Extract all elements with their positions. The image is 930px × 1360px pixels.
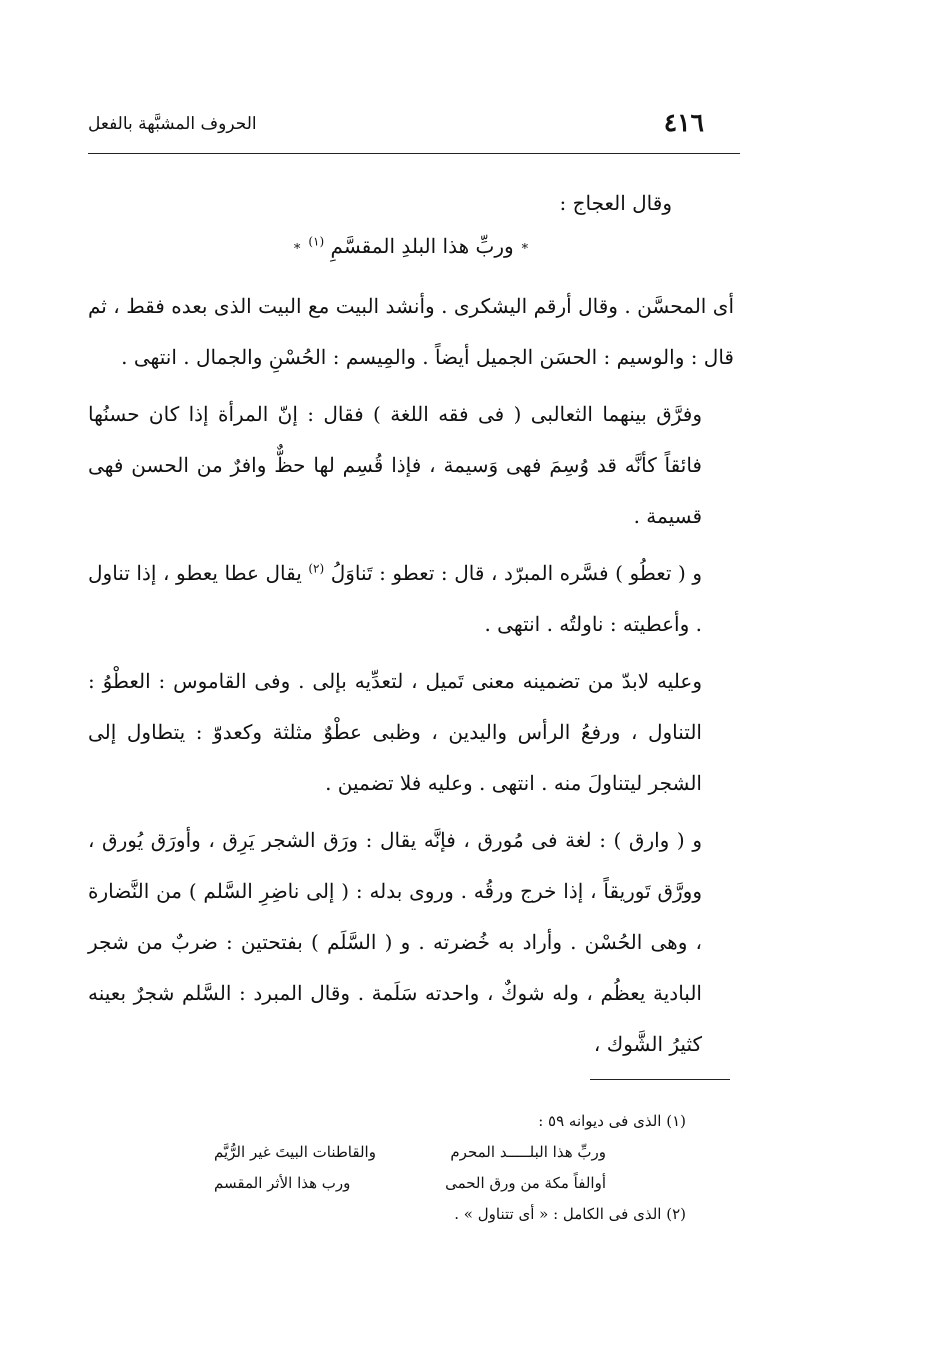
footnote-ref-1: (١) [308,234,325,249]
footnote-1-intro: (١) الذى فى ديوانه ٥٩ : [538,1112,686,1130]
paragraph-verse-intro: وقال العجاج : [559,191,672,215]
footnote-1-verse-2-first-half: أوالفاً مكة من ورق الحمى [445,1174,606,1192]
paragraph-4-part-a: و ( تعطُو ) فسَّره المبرّد ، قال : تعطو : تَناوَلُ [330,561,702,585]
verse-star-right: * [521,242,529,257]
paragraph-5: وعليه لابدّ من تضمينه معنى تَميل ، لتعدِّيه بإلى . وفى القاموس : العطْوُ : التناول ، ورفعُ الرأس واليدين ، وظبى عطْوٌ مثلثة وكعدوّ : يتطاول إلى الشجر ليتناولَ منه . انتهى . وعليه فلا تضمين . [88,669,702,795]
footnote-rule [590,1079,730,1080]
verse-text: وربِّ هذا البلدِ المقسَّمِ [330,234,514,258]
footnote-1-verse-1 [150,1137,686,1168]
footnote-ref-2: (٢) [308,561,325,576]
page-header [88,108,740,152]
paragraph-6: و ( وارق ) : لغة فى مُورق ، فإنَّه يقال : ورَق الشجر يَرِق ، وأورَق يُورق ، وورَّق تَوريقاً ، إذا خرج ورقُه . وروى بدله : ( إلى ناضِرِ السَّلم ) من النَّضارة ، وهى الحُسْن . وأراد به خُضرته . و ( السَّلَم ) بفتحتين : ضربٌ من شجر البادية يعظُم ، وله شوكٌ ، واحدته سَلَمة . وقال المبرد : السَّلم شجرٌ بعينه كثيرُ الشَّوك ، [88,828,702,1056]
footnote-1-verse-2 [150,1168,686,1199]
verse-line [88,221,734,275]
paragraph-4-part-b: يقال عطا يعطو ، إذا تناول . وأعطيته : ناولتُه . انتهى . [88,561,702,636]
paragraph-3: وفرَّق بينهما الثعالبى ( فى فقه اللغة ) فقال : إنّ المرأة إذا كان حسنُها فائقاً كأنَّه قد وُسِمَ فهى وَسيمة ، فإذا قُسِم لها حظٌّ وافرٌ من الحسن فهى قسيمة . [88,402,702,528]
running-title: الحروف المشبَّهة بالفعل [88,114,257,134]
verse-star-left: * [293,242,301,257]
page-number: ٤١٦ [663,108,704,137]
footnote-1-verse-1-first-half: وربِّ هذا البلـــــد المحرم [450,1143,606,1161]
header-rule [88,153,740,154]
footnote-1-verse-2-second-half: ورب هذا الأثر المقسم [214,1174,351,1192]
paragraph-2: أى المحسَّن . وقال أرقم اليشكرى . وأنشد البيت مع البيت الذى بعده فقط ، ثم قال : والوسيم : الحسَن الجميل أيضاً . والمِيسم : الحُسْنِ والجمال . انتهى . [88,294,734,369]
body-text [88,178,734,1070]
footnotes [150,1106,686,1230]
footnote-1-verse-1-second-half: والقاطنات البيتَ غير الرُّيَّم [214,1143,376,1161]
paragraph-4 [88,548,734,650]
footnote-2: (٢) الذى فى الكامل : « أى تتناول » . [454,1205,686,1223]
